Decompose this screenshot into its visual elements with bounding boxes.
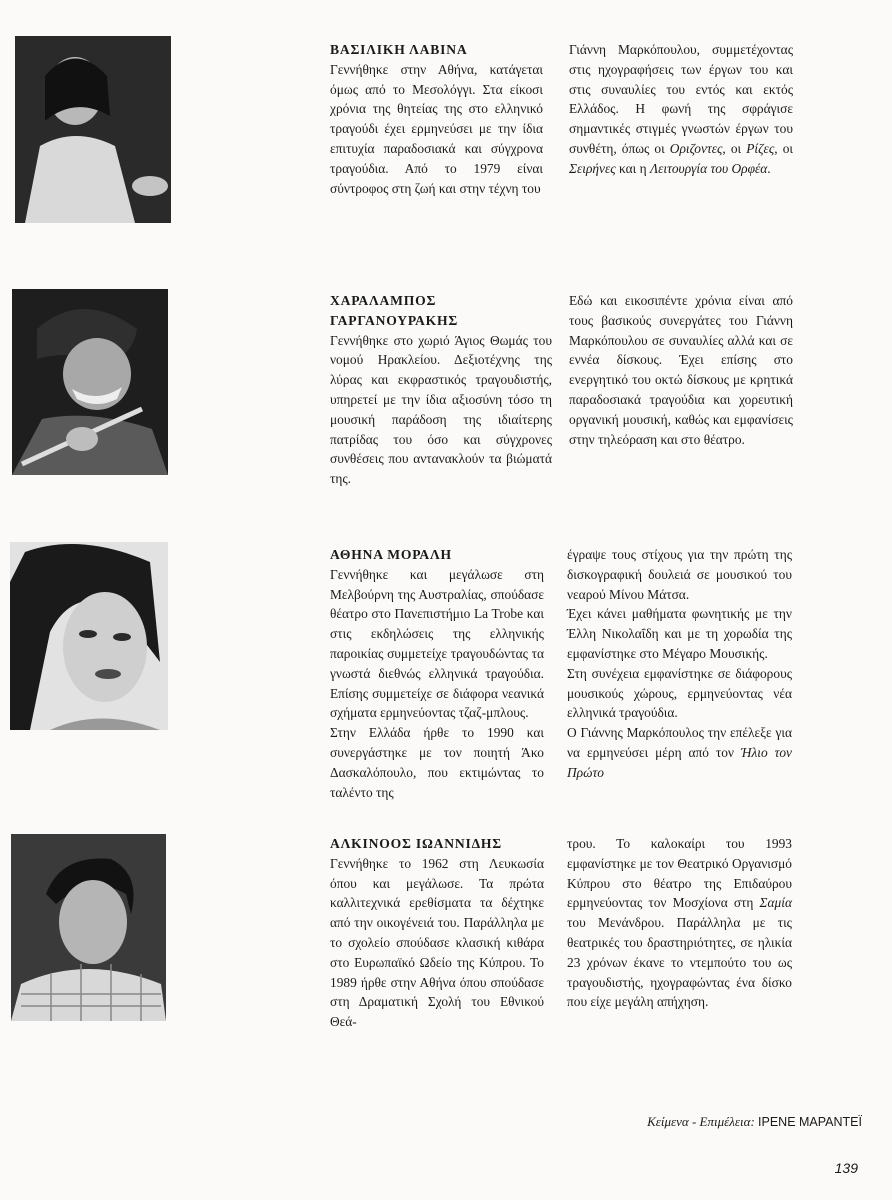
bio-text: Γεννήθηκε στο χωριό Άγιος Θωμάς του νομού Ηρακλείου. Δεξιοτέχνης της λύρας και εκφραστικός τραγουδιστής, υπηρετεί με την ίδια αξιοσύνη τόσο τη μουσική παράδοση της ιδιαίτερης πατρίδας του όσο και σύγχρονες συνθέσεις που αντανακλούν τα βιώματά της. <box>330 332 552 487</box>
portrait-singer-woman-icon <box>15 36 171 223</box>
bio-3-col-2 <box>567 545 792 783</box>
bio-2-col-2 <box>569 291 793 449</box>
page-number: 139 <box>834 1160 858 1176</box>
artist-name: ΧΑΡΑΛΑΜΠΟΣ ΓΑΡΓΑΝΟΥΡΑΚΗΣ <box>330 293 459 328</box>
bio-text: Έχει κάνει μαθήματα φωνητικής με την Έλλη Νικολαΐδη και με τη χορωδία της εμφανίστηκε στο Μέγαρο Μουσικής. <box>567 606 792 661</box>
bio-text: Ο Γιάννης Μαρκόπουλος την επέλεξε για να ερμηνεύσει μέρη από τον Ήλιο τον Πρώτο <box>567 725 793 780</box>
bio-text: έγραψε τους στίχους για την πρώτη της δισκογραφική δουλειά σε μουσικού του νεαρού Μίνου Μάτσα. <box>567 547 792 602</box>
bio-text: Γεννήθηκε το 1962 στη Λευκωσία όπου και μεγάλωσε. Τα πρώτα καλλιτεχνικά ερεθίσματα τα δέχτηκε από την οικογένειά του. Παράλληλα με το σχολείο σπούδασε κλασική κιθάρα στο Ευρωπαϊκό Ωδείο της Κύπρου. Το 1989 ήρθε στην Αθήνα όπου σπούδασε στη Δραματική Σχολή του Εθνικού Θεά- <box>330 855 544 1030</box>
credit-label: Κείμενα - Επιμέλεια: <box>647 1114 755 1129</box>
artist-name: ΒΑΣΙΛΙΚΗ ΛΑΒΙΝΑ <box>330 42 468 57</box>
bio-3-col-1 <box>330 545 544 802</box>
photo-charalampos-garganourakis <box>12 289 168 475</box>
photo-vasiliki-lavina <box>15 36 171 223</box>
bio-4-col-2 <box>567 834 792 1012</box>
bio-text: Εδώ και εικοσιπέντε χρόνια είναι από τους βασικούς συνεργάτες του Γιάννη Μαρκόπουλου σε συναυλίες αλλά και σε εννέα δίσκους. Έχει επίσης στο ενεργητικό του οκτώ δίσκους με κρητικά παραδοσιακά τραγούδια και χορευτική οργανική μουσική, καθώς και εμφανίσεις στην τηλεόραση και στο θέατρο. <box>569 293 793 447</box>
artist-name: ΑΛΚΙΝΟΟΣ ΙΩΑΝΝΙΔΗΣ <box>330 836 502 851</box>
bio-text: Γιάννη Μαρκόπουλου, συμμετέχοντας στις ηχογραφήσεις των έργων του και στις συναυλίες του εντός και εκτός Ελλάδος. Η φωνή της σφράγισε σημαντικές στιγμές γνωστών έργων του συνθέτη, όπως οι Οριζοντες, οι Ρίζες, οι Σειρήνες και η Λειτουργία του Ορφέα. <box>569 42 793 176</box>
bio-text: Στην Ελλάδα ήρθε το 1990 και συνεργάστηκε με τον ποιητή Άκο Δασκαλόπουλο, που εκτιμώντας το ταλέντο της <box>330 725 544 800</box>
bio-4-col-1 <box>330 834 544 1032</box>
portrait-young-man-icon <box>11 834 166 1021</box>
portrait-woman-icon <box>10 542 168 730</box>
bio-text: Γεννήθηκε στην Αθήνα, κατάγεται όμως από το Μεσολόγγι. Στα είκοσι χρόνια της θητείας της στο ελληνικό τραγούδι έχει ερμηνεύσει με την ίδια επιτυχία παραδοσιακά και σύγχρονα τραγούδια. Από το 1979 είναι σύντροφος στη ζωή και στην τέχνη του <box>330 61 543 196</box>
bio-text: Στη συνέχεια εμφανίστηκε σε διάφορους μουσικούς χώρους, ερμηνεύοντας νέα ελληνικά τραγούδια. <box>567 665 792 721</box>
portrait-lyra-player-icon <box>12 289 168 475</box>
photo-alkinoos-ioannidis <box>11 834 166 1021</box>
credit-name: ΙΡΕΝΕ ΜΑΡΑΝΤΕΪ <box>758 1115 862 1129</box>
bio-text: Γεννήθηκε και μεγάλωσε στη Μελβούρνη της Αυστραλίας, σπούδασε θέατρο στο Πανεπιστήμιο La Trobe και στις εκδηλώσεις της ελληνικής παροικίας συμμετείχε τραγουδώντας τα γνωστά διεθνώς ελληνικά τραγούδια. Επίσης συμμετείχε σε διάφορα νεανικά σχήματα ερμηνεύοντας τζαζ-μπλους. <box>330 566 544 721</box>
bio-1-col-1 <box>330 40 543 198</box>
bio-2-col-1 <box>330 291 552 489</box>
photo-athina-morali <box>10 542 168 730</box>
bio-text: τρου. Το καλοκαίρι του 1993 εμφανίστηκε με τον Θεατρικό Οργανισμό Κύπρου στο θέατρο της Επιδαύρου ερμηνεύοντας τον Μοσχίονα στη Σαμία του Μενάνδρου. Παράλληλα με τις θεατρικές του δραστηριότητες, σε ηλικία 23 χρόνων έκανε το ντεμπούτο του ως τραγουδιστής, ηχογραφώντας ένα δίσκο που είχε μεγάλη απήχηση. <box>567 836 792 1010</box>
artist-name: ΑΘΗΝΑ ΜΟΡΑΛΗ <box>330 547 452 562</box>
bio-1-col-2 <box>569 40 793 179</box>
credit-line <box>647 1114 862 1130</box>
